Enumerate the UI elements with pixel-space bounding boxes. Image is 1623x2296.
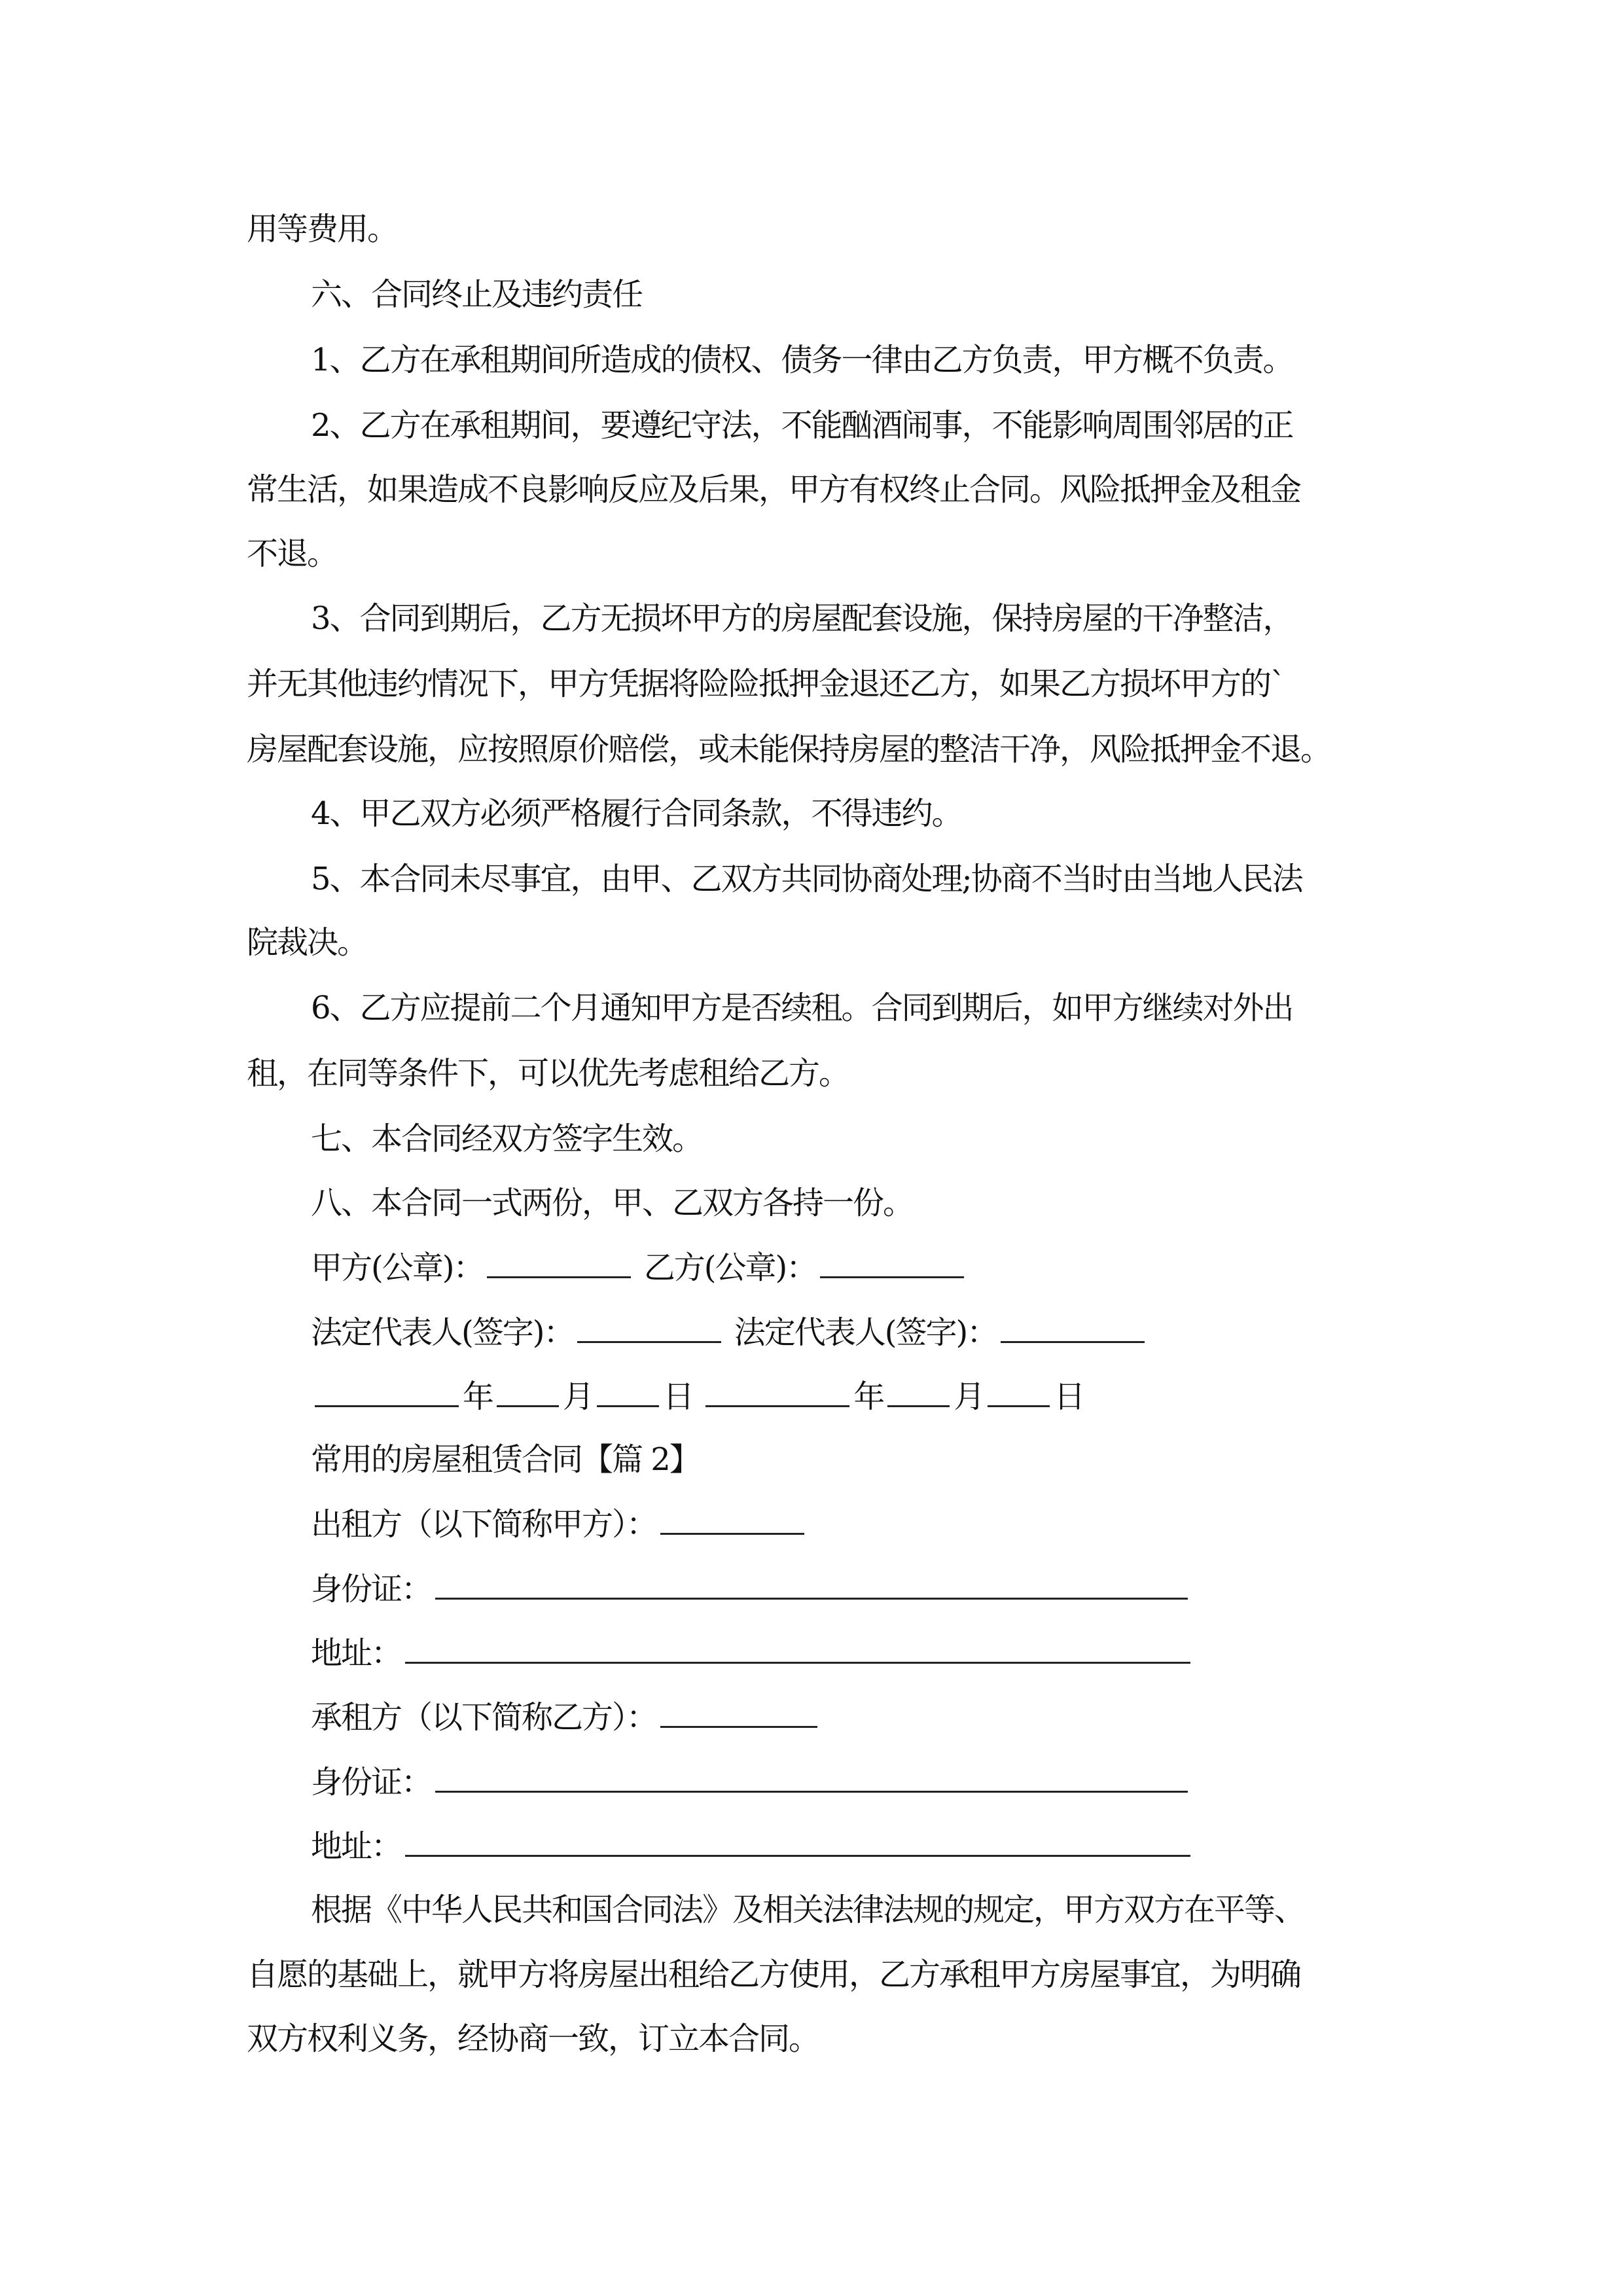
date-year-a-blank[interactable]	[315, 1376, 459, 1407]
lessor-label: 出租方（以下简称甲方）：	[311, 1506, 657, 1543]
lessor-address-line	[0, 1633, 1623, 1673]
party-a-seal-label: 甲方(公章)：	[311, 1249, 484, 1286]
day-label: 日	[663, 1378, 694, 1415]
paragraph-line: 双方权利义务，经协商一致，订立本合同。	[247, 2020, 819, 2057]
paragraph-line: 3、合同到期后，乙方无损坏甲方的房屋配套设施，保持房屋的干净整洁，	[311, 600, 1293, 637]
paragraph-line: 用等费用。	[247, 211, 398, 247]
lessee-id-blank[interactable]	[435, 1762, 1188, 1793]
lessor-line	[0, 1504, 1623, 1544]
address-label: 地址：	[311, 1635, 402, 1672]
party-b-rep-blank[interactable]	[1001, 1312, 1145, 1343]
paragraph-line: 根据《中华人民共和国合同法》及相关法律法规的规定，甲方双方在平等、	[311, 1892, 1305, 1928]
party-b-seal-label: 乙方(公章)：	[643, 1249, 817, 1286]
party-b-seal-blank[interactable]	[820, 1247, 964, 1278]
date-line	[0, 1376, 1623, 1416]
section-heading: 八、本合同一式两份，甲、乙双方各持一份。	[311, 1185, 914, 1221]
party-b-rep-label: 法定代表人(签字)：	[734, 1314, 997, 1351]
section-heading: 七、本合同经双方签字生效。	[311, 1121, 703, 1157]
lessor-blank[interactable]	[660, 1504, 804, 1535]
lessee-id-line	[0, 1762, 1623, 1802]
paragraph-line: 不退。	[247, 535, 338, 572]
year-label: 年	[853, 1378, 884, 1415]
paragraph-line: 院裁决。	[247, 924, 368, 961]
paragraph-line: 6、乙方应提前二个月通知甲方是否续租。合同到期后，如甲方继续对外出	[311, 990, 1293, 1026]
month-label: 月	[563, 1378, 594, 1415]
party-a-seal-blank[interactable]	[487, 1247, 631, 1278]
lessee-line	[0, 1697, 1623, 1737]
date-month-a-blank[interactable]	[497, 1376, 559, 1407]
party-a-rep-label: 法定代表人(签字)：	[311, 1314, 574, 1351]
year-label: 年	[463, 1378, 493, 1415]
paragraph-line: 自愿的基础上，就甲方将房屋出租给乙方使用，乙方承租甲方房屋事宜，为明确	[247, 1956, 1301, 1993]
signature-line-rep	[0, 1312, 1623, 1352]
paragraph-line: 房屋配套设施，应按照原价赔偿，或未能保持房屋的整洁干净，风险抵押金不退。	[247, 731, 1331, 768]
date-day-b-blank[interactable]	[988, 1376, 1050, 1407]
date-day-a-blank[interactable]	[597, 1376, 659, 1407]
paragraph-line: 1、乙方在承租期间所造成的债权、债务一律由乙方负责，甲方概不负责。	[311, 342, 1293, 378]
party-a-rep-blank[interactable]	[577, 1312, 721, 1343]
day-label: 日	[1054, 1378, 1084, 1415]
lessor-address-blank[interactable]	[405, 1633, 1190, 1664]
section-heading: 六、合同终止及违约责任	[311, 276, 643, 313]
date-year-b-blank[interactable]	[705, 1376, 849, 1407]
lessee-address-line	[0, 1826, 1623, 1866]
lessor-id-blank[interactable]	[435, 1569, 1188, 1600]
lessee-label: 承租方（以下简称乙方）：	[311, 1699, 657, 1736]
month-label: 月	[954, 1378, 984, 1415]
paragraph-line: 常生活，如果造成不良影响反应及后果，甲方有权终止合同。风险抵押金及租金	[247, 471, 1301, 508]
paragraph-line: 5、本合同未尽事宜，由甲、乙双方共同协商处理;协商不当时由当地人民法	[311, 861, 1302, 897]
paragraph-line: 2、乙方在承租期间，要遵纪守法，不能酗酒闹事，不能影响周围邻居的正	[311, 407, 1293, 444]
id-label: 身份证：	[311, 1764, 432, 1801]
address-label: 地址：	[311, 1828, 402, 1865]
paragraph-line: 并无其他违约情况下，甲方凭据将险险抵押金退还乙方，如果乙方损坏甲方的`	[247, 666, 1285, 702]
lessee-blank[interactable]	[660, 1697, 817, 1728]
date-month-b-blank[interactable]	[887, 1376, 950, 1407]
signature-line-seal	[0, 1247, 1623, 1287]
paragraph-line: 租，在同等条件下，可以优先考虑租给乙方。	[247, 1055, 849, 1092]
paragraph-line: 4、甲乙双方必须严格履行合同条款，不得违约。	[311, 795, 962, 832]
lessee-address-blank[interactable]	[405, 1826, 1190, 1857]
lessor-id-line	[0, 1569, 1623, 1609]
id-label: 身份证：	[311, 1571, 432, 1607]
contract-title: 常用的房屋租赁合同【篇 2】	[311, 1441, 700, 1478]
